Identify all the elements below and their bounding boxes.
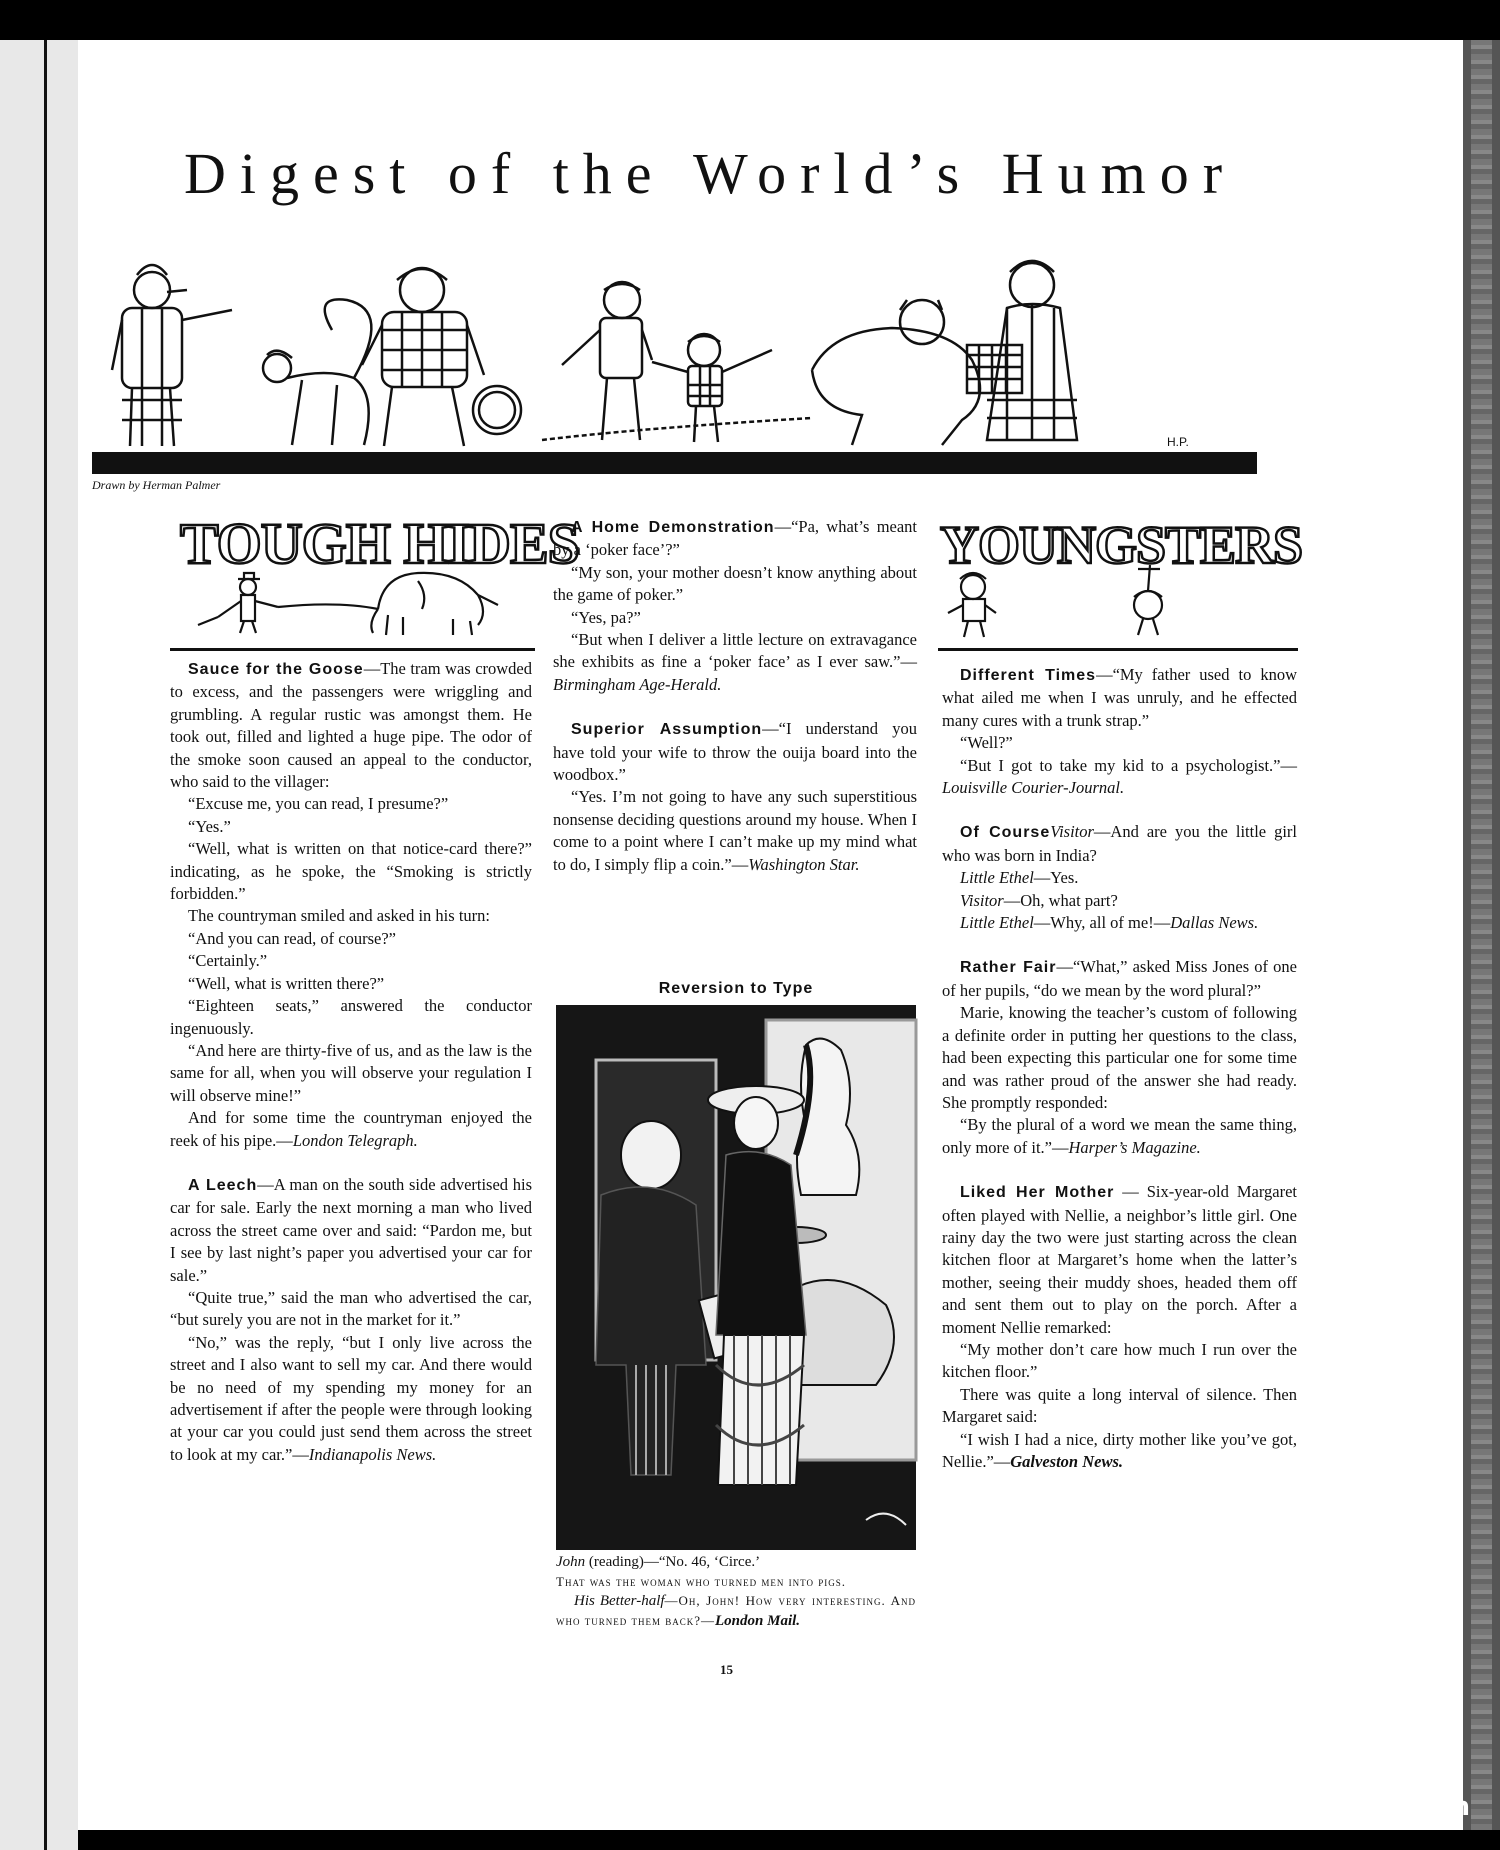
article-text: —“What,” asked Miss Jones of one of her pupils, “do we mean by the word plural?” [942, 957, 1297, 1000]
article-text: “Well?” [960, 733, 1013, 753]
section-heading-tough-hides [178, 505, 579, 645]
article-text: — Six-year-old Margaret often played with Nellie, a neighbor’s little girl. One rainy day the two were just starting across the clean kitchen floor at Margaret’s home when the latter’s mother, seeing their muddy shoes, headed them off and sent them out to play on the porch. After a moment Nellie remarked: [942, 1182, 1298, 1337]
speaker: Visitor [960, 890, 1004, 910]
article-text: And for some time the countryman enjoyed the reek of his pipe.— [170, 1108, 532, 1150]
article-text: “Excuse me, you can read, I presume?” [188, 794, 449, 814]
article-text: “And you can read, of course?” [188, 928, 396, 948]
page-number: 15 [720, 1662, 733, 1677]
article-text: There was quite a long interval of silence. Then Margaret said: [942, 1384, 1297, 1427]
speaker: Visitor [1050, 822, 1094, 842]
article-text: “Eighteen seats,” answered the conductor ingenuously. [170, 996, 532, 1038]
article-text: “Yes.” [188, 816, 231, 836]
article-text: —And are you the little girl who was born in India? [942, 822, 1298, 865]
column-3 [942, 664, 1297, 1473]
article-heading-leech: A Leech [188, 1176, 258, 1194]
caption-text: —Oh, John! How very interesting. And who turned them back?— [556, 1593, 916, 1628]
article-text: “My mother don’t care how much I run over the kitchen floor.” [942, 1339, 1297, 1382]
article-text: “But when I deliver a little lecture on extravagance she exhibits as fine a ‘poker face’ as I ever saw.”— [553, 630, 917, 672]
artist-initials: H.P. [1167, 435, 1189, 449]
section-rule [170, 648, 535, 651]
article-heading-superior-assumption: Superior Assumption [571, 721, 763, 739]
article-text: —“My father used to know what ailed me when I was unruly, and he effected many cures with a trunk strap.” [942, 665, 1297, 730]
article-text: —Oh, what part? [1003, 890, 1118, 910]
column-2 [553, 516, 917, 876]
cartoon-illustration [556, 1005, 916, 1550]
caption-source: London Mail. [715, 1613, 801, 1629]
article-source: London Telegraph. [292, 1130, 418, 1150]
article-source: Indianapolis News. [308, 1444, 437, 1464]
article-text: “Yes, pa?” [571, 607, 641, 627]
book-spine [1463, 40, 1500, 1830]
article-text: “And here are thirty-five of us, and as the law is the same for all, when you will observe your regulation I will observe mine!” [170, 1040, 532, 1105]
article-text: —“I understand you have told your wife to throw the ouija board into the woodbox.” [553, 719, 917, 785]
banner-illustration [92, 250, 1257, 478]
caption-speaker: John [556, 1554, 586, 1570]
caption-text: (reading)—“No. 46, ‘Circe.’ [585, 1554, 761, 1570]
article-text: “I wish I had a nice, dirty mother like you’ve got, Nellie.”— [942, 1429, 1297, 1471]
article-heading-different-times: Different Times [960, 667, 1097, 684]
article-text: Marie, knowing the teacher’s custom of following a definite order in putting her questions to the class, had been expecting this particular one for some time and was rather proud of the answer she had ready. She promptly responded: [942, 1003, 1297, 1112]
caption-text: That was the woman who turned men into pigs. [556, 1574, 847, 1589]
top-border [0, 0, 1500, 40]
article-text: —“Pa, what’s meant by a ‘poker face’?” [553, 517, 918, 560]
section-heading-youngsters [938, 505, 1303, 645]
site-watermark: comicbooks.com [1228, 1792, 1471, 1822]
article-text: “No,” was the reply, “but I only live across the street and I also want to sell my car. And there would be no need of my spending my money for an advertisement if after the people were through looking at your car you could just send them across the street to look at my car.”— [170, 1332, 532, 1464]
article-text: —Why, all of me!— [1033, 913, 1171, 933]
article-text: “Certainly.” [188, 951, 268, 971]
section-rule [938, 648, 1298, 651]
tough-hides-title: TOUGH HIDES [180, 511, 579, 576]
left-page-gutter [0, 40, 78, 1850]
article-text: “By the plural of a word we mean the same thing, only more of it.”— [942, 1115, 1297, 1157]
article-heading-sauce: Sauce for the Goose [188, 661, 364, 678]
page-title: Digest of the World’s Humor [183, 141, 1237, 206]
article-source: Galveston News. [1010, 1452, 1124, 1471]
article-source: Washington Star. [748, 854, 860, 874]
article-text: “Well, what is written there?” [188, 973, 385, 993]
article-text: —A man on the south side advertised his car for sale. Early the next morning a man who lived across the street came over and said: “Pardon me, but I see by last night’s paper you advertised your car for sale.” [170, 1174, 532, 1285]
article-text: “Well, what is written on that notice-card there?” indicating, as he spoke, the “Smoking is strictly forbidden.” [170, 839, 532, 904]
article-text: —The tram was crowded to excess, and the passengers were wriggling and grumbling. A regular rustic was amongst them. He took out, filled and lighted a huge pipe. The odor of the smoke soon caused an appeal to the conductor, who said to the villager: [170, 659, 533, 792]
cartoon-title: Reversion to Type [658, 980, 814, 997]
article-heading-of-course: Of Course [960, 824, 1051, 842]
article-source: Louisville Courier-Journal. [942, 778, 1125, 798]
article-text: “Quite true,” said the man who advertised the car, “but surely you are not in the market for it.” [170, 1287, 532, 1330]
article-source: Birmingham Age-Herald. [553, 674, 722, 694]
article-heading-home-demonstration: A Home Demonstration [571, 519, 775, 536]
article-text: “But I got to take my kid to a psychologist.”— [960, 755, 1297, 775]
article-heading-liked-her-mother: Liked Her Mother [960, 1184, 1115, 1202]
article-heading-rather-fair: Rather Fair [960, 959, 1057, 977]
speaker: Little Ethel [960, 868, 1034, 888]
speaker: Little Ethel [960, 913, 1034, 933]
article-text: “My son, your mother doesn’t know anything about the game of poker.” [553, 562, 917, 605]
youngsters-title: YOUNGSTERS [940, 515, 1303, 575]
article-text: —Yes. [1033, 868, 1079, 888]
caption-speaker: His Better-half [574, 1593, 665, 1609]
article-source: Dallas News. [1170, 913, 1259, 933]
cartoon-caption [556, 1553, 916, 1631]
article-text: The countryman smiled and asked in his turn: [188, 906, 490, 926]
column-1 [170, 658, 532, 1466]
illustration-credit: Drawn by Herman Palmer [92, 478, 221, 492]
article-text: “Yes. I’m not going to have any such superstitious nonsense deciding questions around my house. When I come to a point where I can’t make up my mind what to do, I simply flip a coin.”— [553, 787, 917, 874]
article-source: Harper’s Magazine. [1068, 1137, 1201, 1157]
